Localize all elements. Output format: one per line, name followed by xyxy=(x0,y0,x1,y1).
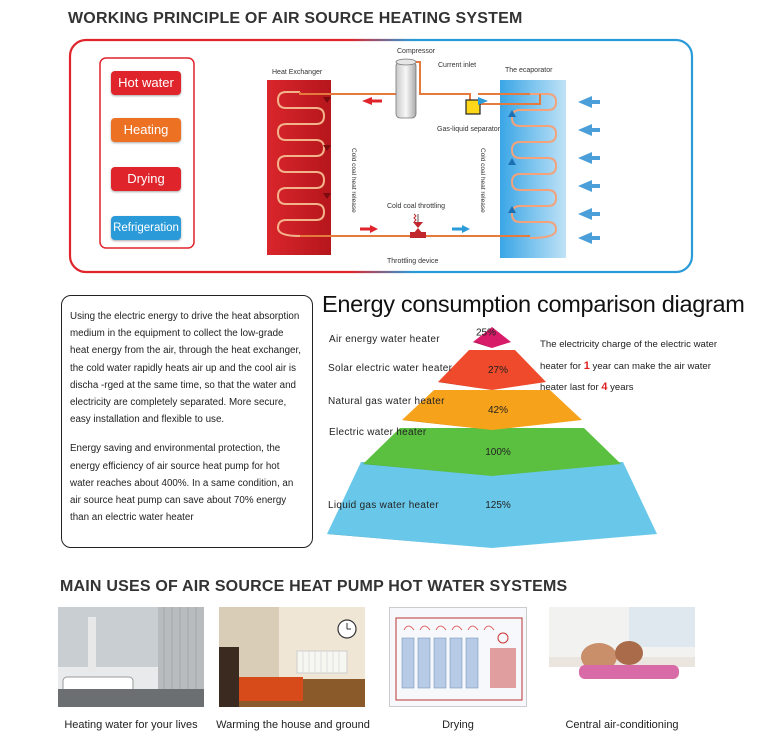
label-compressor: Compressor xyxy=(397,48,436,55)
description-paragraph-1: Using the electric energy to drive the heat absorption medium in the equipment to collect the low-grade heat energy from the air, through the heat exchanger, the cold water rapidly heats air up and the cool air is discha -rged at the same time, so that the water and electricity are completely separated. More secure, easy installation and flexible to use. xyxy=(70,311,301,426)
bedroom-photo xyxy=(549,607,695,707)
label-throttling-device: Throttling device xyxy=(387,258,439,265)
use-hot-water: Hot water xyxy=(111,71,181,95)
tier-label-air-energy: Air energy water heater xyxy=(329,334,440,345)
chart-title: Energy consumption comparison diagram xyxy=(322,291,745,317)
tier-label-solar: Solar electric water heater xyxy=(328,363,453,374)
label-current-inlet: Current inlet xyxy=(438,62,477,69)
bathroom-photo xyxy=(58,607,204,707)
label-evaporator: The ecaporator xyxy=(505,67,553,74)
note-number-2: 4 xyxy=(601,381,608,393)
pyramid-label-2: 42% xyxy=(487,405,509,416)
description-paragraph-2: Energy saving and environmental protection, the energy efficiency of air source heat pump for hot water reaches about 400%. In a same condition, an air source heat pump can save about 70% energy than an electric water heater xyxy=(70,443,294,524)
note-text-3: years xyxy=(607,382,634,393)
label-cold-release-right: Cold coal heat release xyxy=(479,148,486,213)
pyramid-label-3: 100% xyxy=(485,447,511,458)
use-refrigeration: Refrigeration xyxy=(111,216,181,240)
label-heat-exchanger: Heat Exchanger xyxy=(272,69,323,76)
caption-heating-water: Heating water for your lives xyxy=(64,719,198,731)
living-room-photo xyxy=(219,607,365,707)
label-throttling: Cold coal throttling xyxy=(387,203,445,210)
caption-central-ac: Central air-conditioning xyxy=(565,719,679,731)
note-number-1: 1 xyxy=(583,359,590,372)
pyramid-label-0: 25% xyxy=(475,327,497,339)
caption-warming-house: Warming the house and ground xyxy=(216,719,370,731)
section-title-working-principle: WORKING PRINCIPLE OF AIR SOURCE HEATING SYSTEM xyxy=(68,10,523,27)
note-text-2: year can make the air water heater last for xyxy=(540,360,711,393)
label-gas-liquid-separator: Gas-liquid separator xyxy=(437,126,501,133)
caption-drying: Drying xyxy=(442,719,474,731)
use-heating: Heating xyxy=(111,118,181,142)
use-drying: Drying xyxy=(111,167,181,191)
tier-label-electric: Electric water heater xyxy=(329,427,427,438)
label-cold-release-left: Cold coal heat release xyxy=(350,148,357,213)
pyramid-label-1: 27% xyxy=(487,365,509,376)
tier-label-natural-gas: Natural gas water heater xyxy=(328,396,445,407)
pyramid-label-4: 125% xyxy=(485,500,511,511)
drying-room-diagram xyxy=(389,607,527,707)
section-title-main-uses: MAIN USES OF AIR SOURCE HEAT PUMP HOT WATER SYSTEMS xyxy=(60,578,568,595)
note-text-1: The electricity charge of the electric water heater for xyxy=(540,339,718,372)
electricity-note xyxy=(540,334,740,399)
tier-label-liquid-gas: Liquid gas water heater xyxy=(328,500,439,511)
